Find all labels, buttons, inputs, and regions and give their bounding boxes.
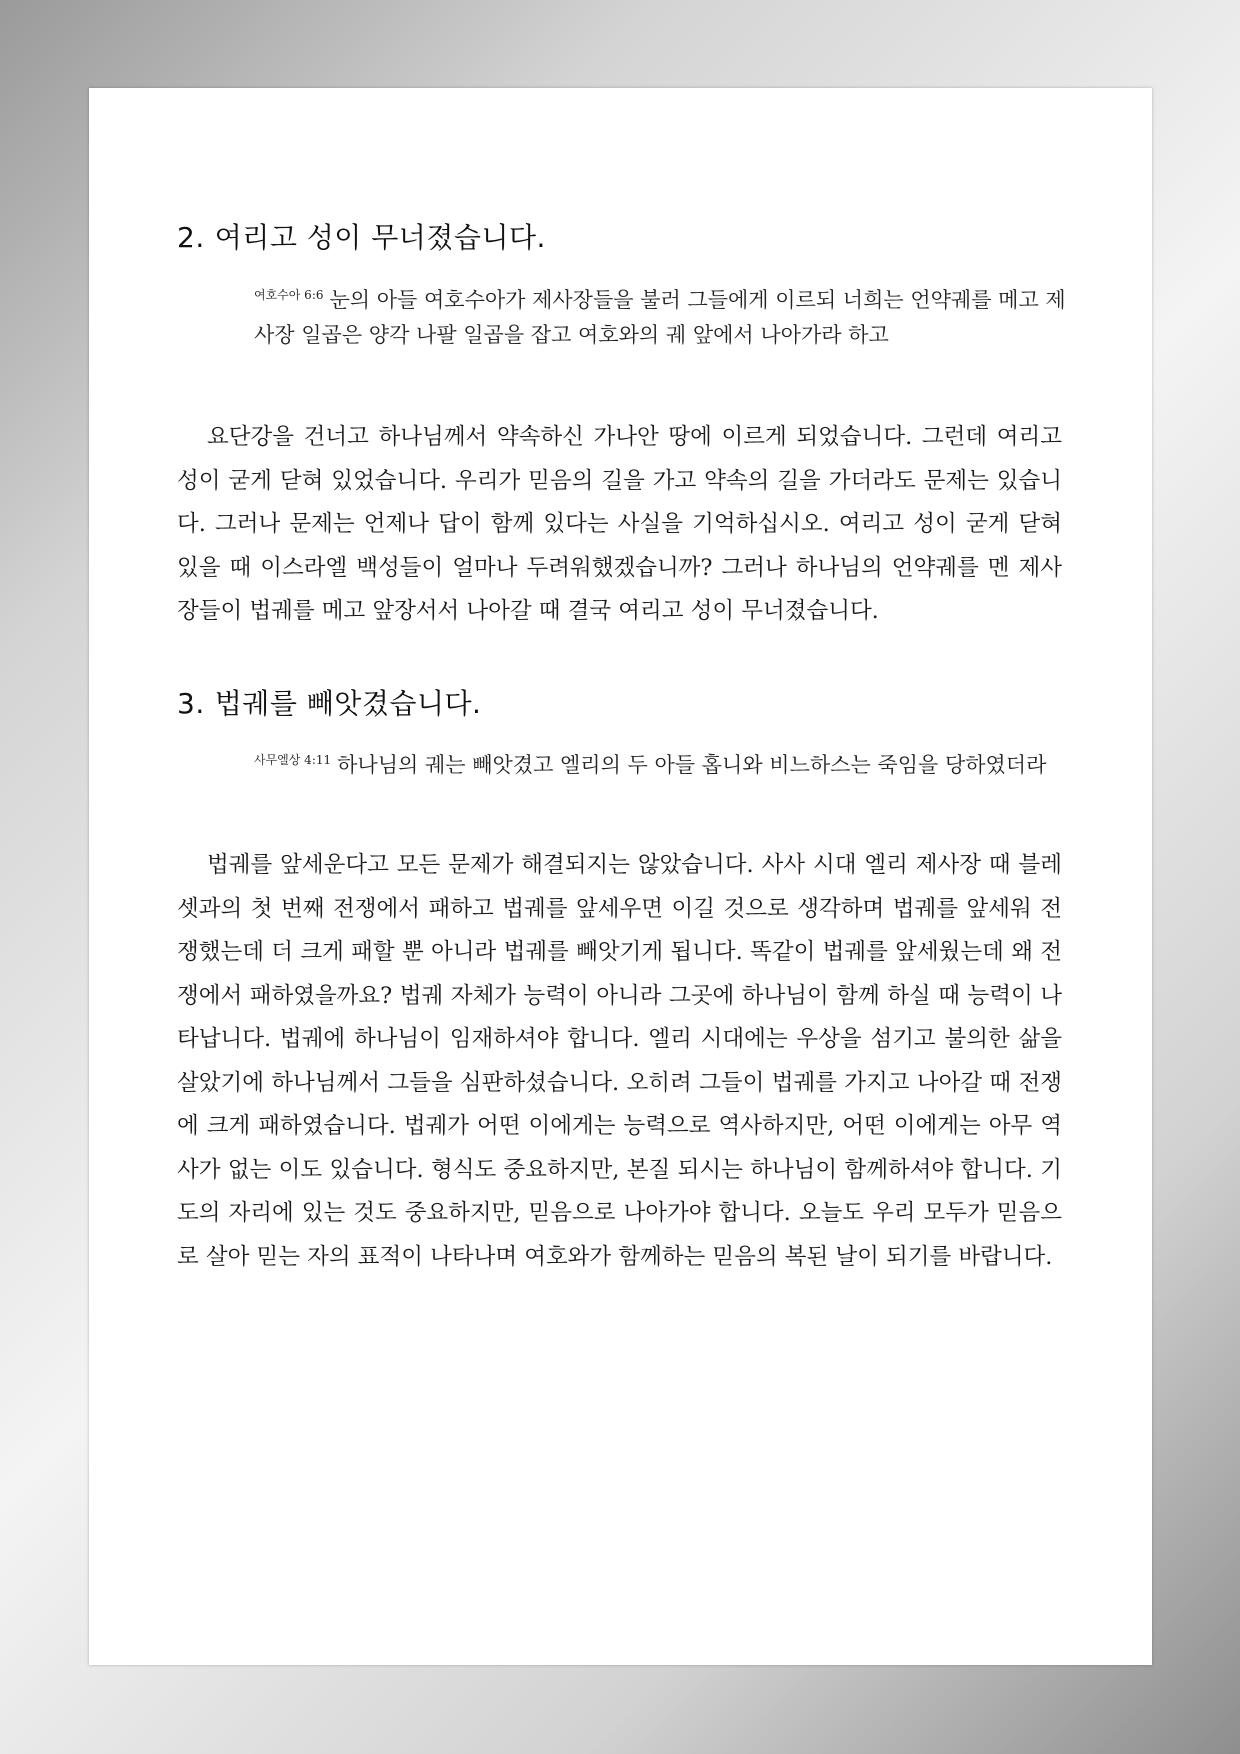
section-3-verse-text: 하나님의 궤는 빼앗겼고 엘리의 두 아들 홉니와 비느하스는 죽임을 당하였더라 — [337, 753, 1047, 777]
section-3-paragraph: 법궤를 앞세운다고 모든 문제가 해결되지는 않았습니다. 사사 시대 엘리 제사장 때 블레셋과의 첫 번째 전쟁에서 패하고 법궤를 앞세우면 이길 것으로 생각하며 법궤를 앞세워 전쟁했는데 더 크게 패할 뿐 아니라 법궤를 빼앗기게 됩니다. 똑같이 법궤를 앞세웠는데 왜 전쟁에서 패하였을까요? 법궤 자체가 능력이 아니라 그곳에 하나님이 함께 하실 때 능력이 나타납니다. 법궤에 하나님이 임재하셔야 합니다. 엘리 시대에는 우상을 섬기고 불의한 삶을 살았기에 하나님께서 그들을 심판하셨습니다. 오히려 그들이 법궤를 가지고 나아갈 때 전쟁에 크게 패하였습니다. 법궤가 어떤 이에게는 능력으로 역사하지만, 어떤 이에게는 아무 역사가 없는 이도 있습니다. 형식도 중요하지만, 본질 되시는 하나님이 함께하셔야 합니다. 기도의 자리에 있는 것도 중요하지만, 믿음으로 나아가야 합니다. 오늘도 우리 모두가 믿음으로 살아 믿는 자의 표적이 나타나며 여호와가 함께하는 믿음의 복된 날이 되기를 바랍니다. — [177, 852, 1062, 1270]
document-page — [89, 88, 1152, 1665]
section-3-verse-ref: 사무엘상 4:11 — [254, 753, 332, 767]
section-2-verse — [254, 278, 1084, 353]
section-3-number: 3. — [177, 687, 205, 720]
section-2-number: 2. — [177, 221, 205, 254]
section-2-title: 여리고 성이 무너졌습니다. — [214, 221, 546, 254]
section-2-paragraph: 요단강을 건너고 하나님께서 약속하신 가나안 땅에 이르게 되었습니다. 그런데 여리고 성이 굳게 닫혀 있었습니다. 우리가 믿음의 길을 가고 약속의 길을 가더라도 문제는 있습니다. 그러나 문제는 언제나 답이 함께 있다는 사실을 기억하십시오. 여리고 성이 굳게 닫혀 있을 때 이스라엘 백성들이 얼마나 두려워했겠습니까? 그러나 하나님의 언약궤를 멘 제사장들이 법궤를 메고 앞장서서 나아갈 때 결국 여리고 성이 무너졌습니다. — [177, 424, 1062, 624]
section-2-heading — [177, 216, 546, 256]
section-3-heading — [177, 682, 481, 722]
section-2-verse-text: 눈의 아들 여호수아가 제사장들을 불러 그들에게 이르되 너희는 언약궤를 메고 제사장 일곱은 양각 나팔 일곱을 잡고 여호와의 궤 앞에서 나아가라 하고 — [254, 288, 1066, 347]
section-2-verse-ref: 여호수아 6:6 — [254, 288, 324, 302]
section-3-verse — [254, 743, 1084, 783]
section-3-title: 법궤를 빼앗겼습니다. — [214, 687, 482, 720]
